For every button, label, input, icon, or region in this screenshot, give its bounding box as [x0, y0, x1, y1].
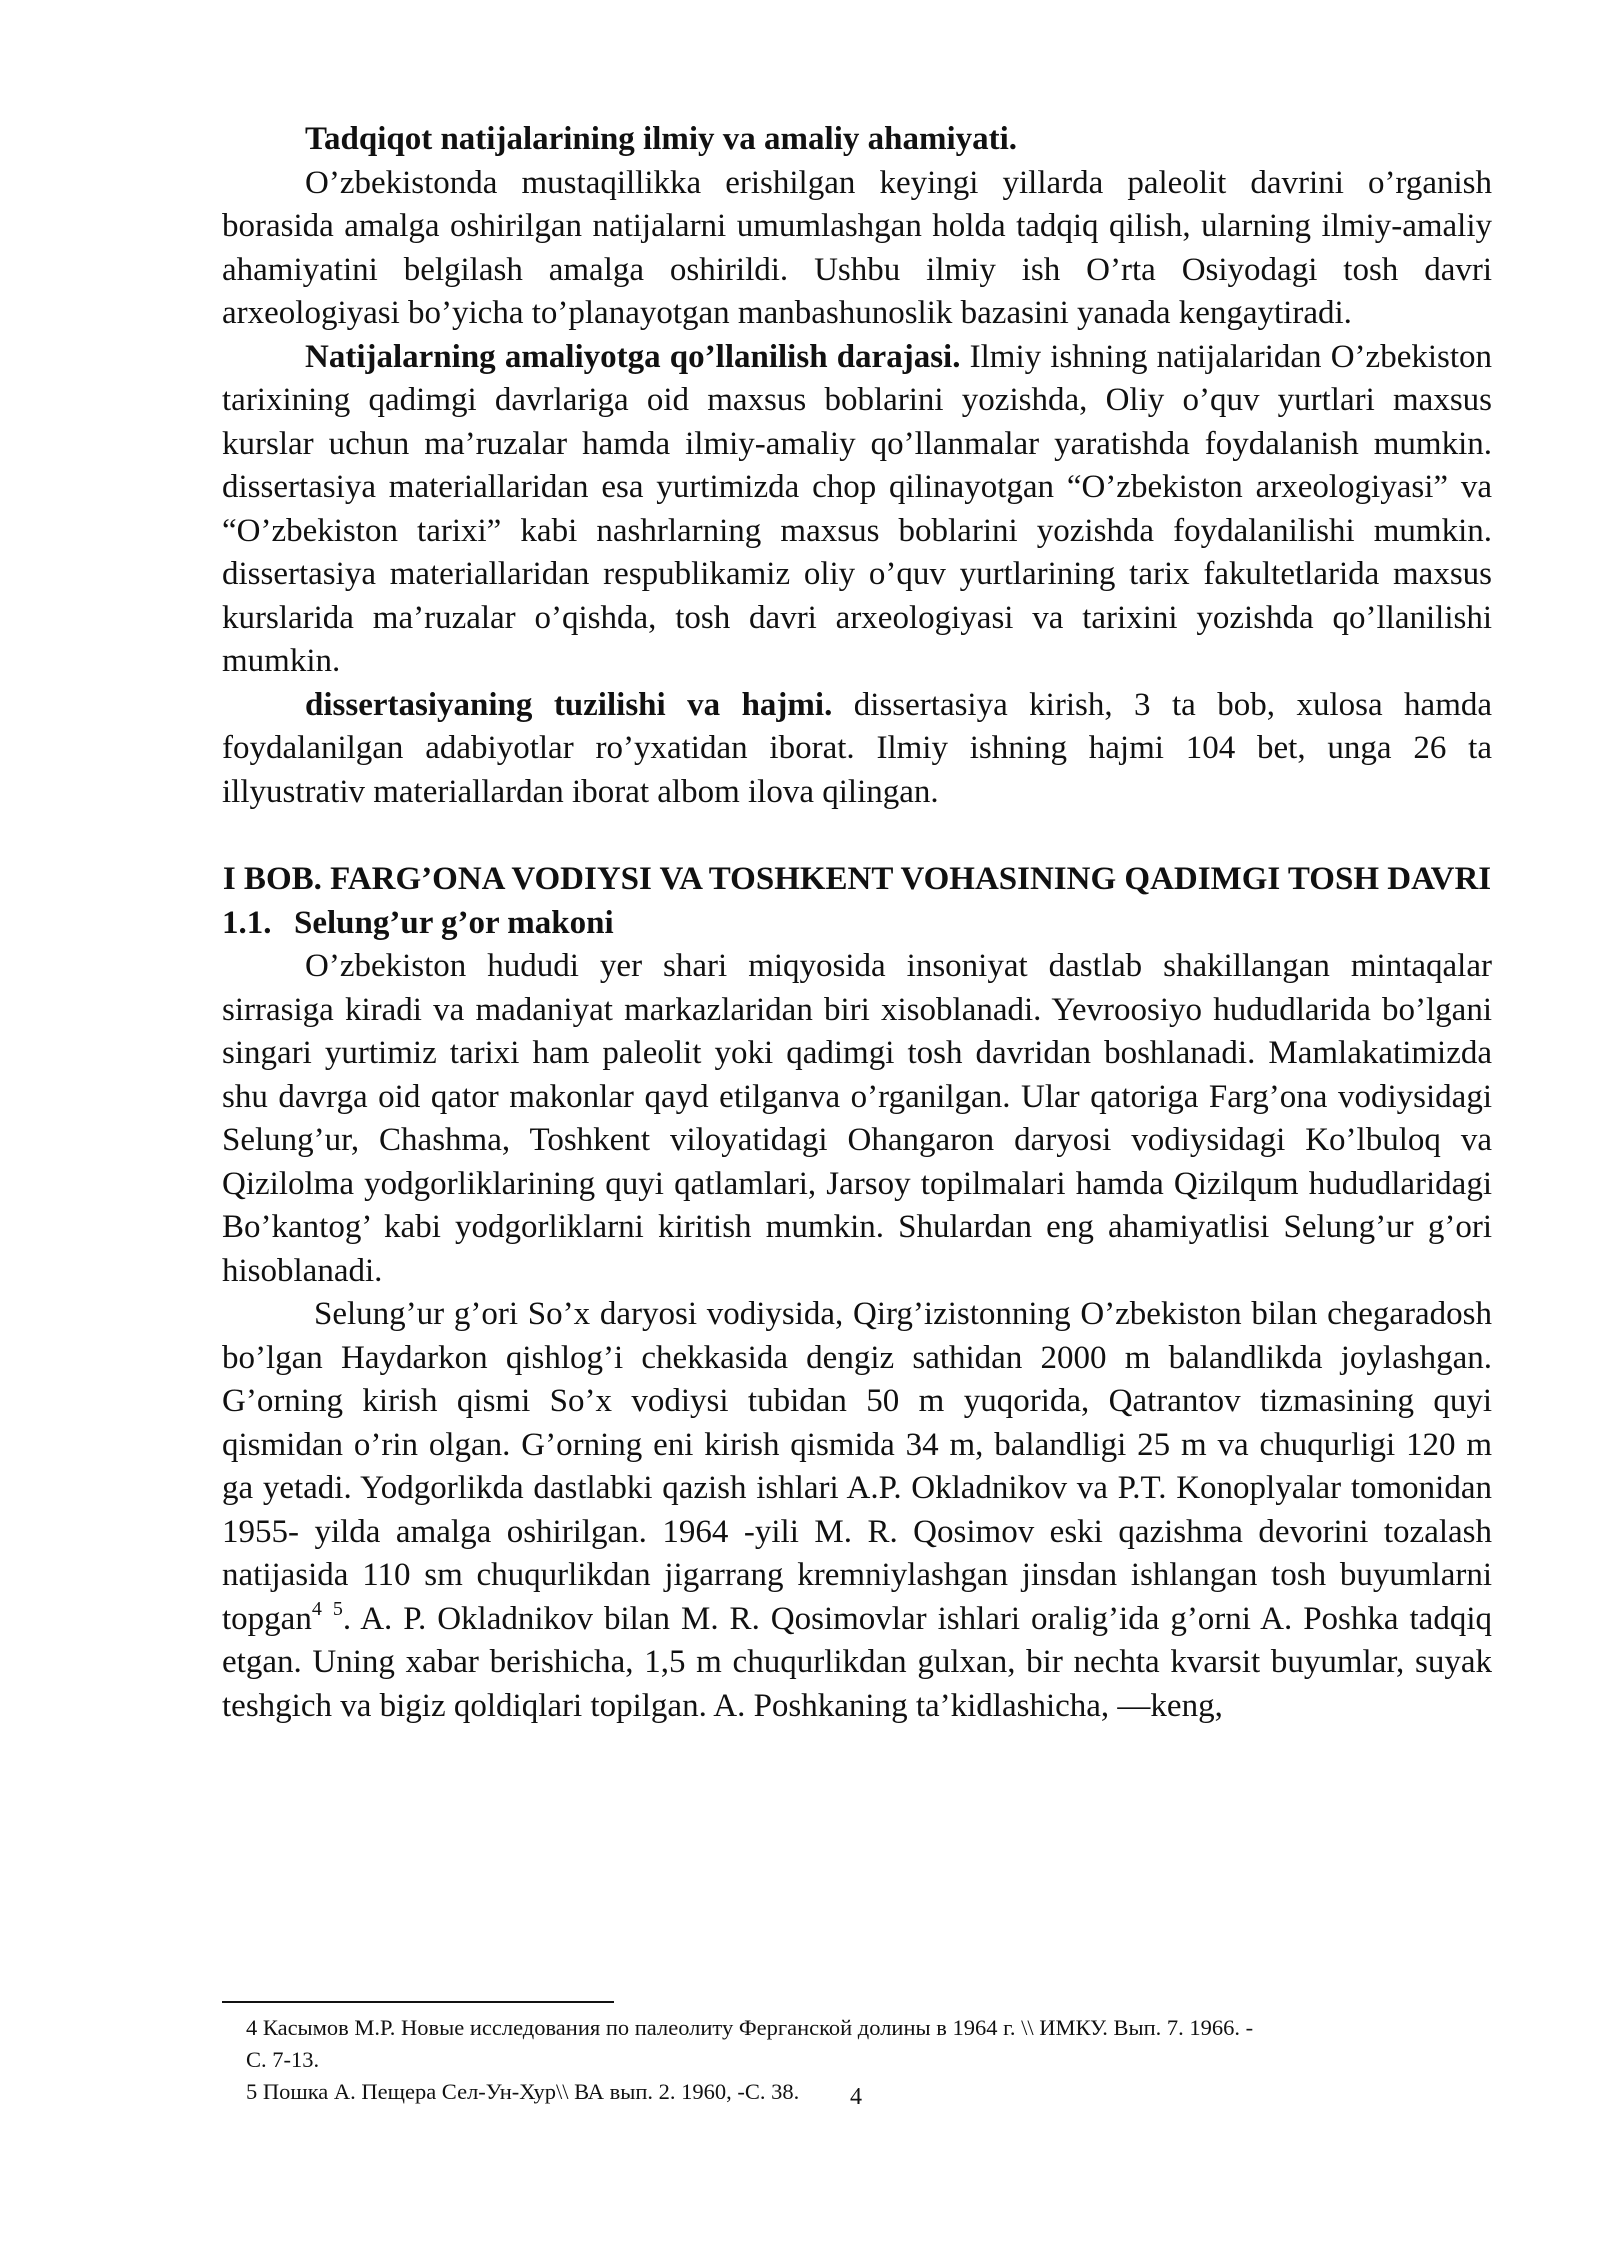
- paragraph-2-text: Selung’ur g’ori So’x daryosi vodiysida, Qirg’izistonning O’zbekiston bilan chegaradosh bo’lgan Haydarkon qishlog’i chekkasida dengiz sathidan 2000 m balandlikda joylashgan. G’orning kirish qismi So’x vodiysi tubidan 50 m yuqorida, Qatrantov tizmasining quyi qismidan o’rin olgan. G’orning eni kirish qismida 34 m, balandligi 25 m va chuqurligi 120 m ga yetadi. Yodgorlikda dastlabki qazish ishlari A.P. Okladnikov va P.T. Konoplyalar tomonidan 1955- yilda amalga oshirilgan. 1964 -yili M. R. Qosimov eski qazishma devorini tozalash natijasida 110 sm chuqurlikdan jigarrang kremniylashgan jinsdan ishlangan tosh buyumlarni topgan: [222, 1296, 1492, 1637]
- body-paragraph-2: [222, 1293, 1492, 1728]
- footnote-4-line2: С. 7-13.: [246, 2047, 320, 2072]
- structure-paragraph: [222, 684, 1492, 815]
- paragraph-2-continuation: . A. P. Okladnikov bilan M. R. Qosimovlar ishlari oralig’ida g’orni A. Poshka tadqiq etgan. Uning xabar berishicha, 1,5 m chuqurlikdan gulxan, bir nechta kvarsit buyumlar, suyak teshgich va bigiz qoldiqlari topilgan. A. Poshkaning ta’kidlashicha, —keng,: [222, 1600, 1492, 1724]
- page-number: 4: [850, 2084, 862, 2110]
- subsection-title: Selung’ur g’or makoni: [294, 904, 614, 941]
- structure-text: dissertasiya kirish, 3 ta bob, xulosa hamda foydalanilgan adabiyotlar ro’yxatidan iborat. Ilmiy ishning hajmi 104 bet, unga 26 ta illyustrativ materiallardan iborat albom ilova qilingan.: [222, 686, 1493, 810]
- footnote-divider: [222, 2001, 614, 2003]
- document-page: [222, 118, 1492, 1728]
- footnote-ref-5[interactable]: 5: [332, 1597, 343, 1620]
- significance-title: Tadqiqot natijalarining ilmiy va amaliy ahamiyati.: [305, 121, 1018, 157]
- application-text: Ilmiy ishning natijalaridan O’zbekiston tarixining qadimgi davrlariga oid maxsus boblarini yozishda, Oliy o’quv yurtlari maxsus kurslar uchun ma’ruzalar hamda ilmiy-amaliy qo’llanmalar yaratishda foydalanish mumkin. dissertasiya materiallaridan esa yurtimizda chop qilinayotgan “O’zbekiston arxeologiyasi” va “O’zbekiston tarixi” kabi nashrlarning maxsus boblarini yozishda foydalanilishi mumkin. dissertasiya materiallaridan respublikamiz oliy o’quv yurtlarining tarix fakultetlarida maxsus kurslarida ma’ruzalar o’qishda, tosh davri arxeologiyasi va tarixini yozishda qo’llanilishi mumkin.: [222, 338, 1493, 679]
- application-paragraph: [222, 336, 1492, 684]
- significance-paragraph: [222, 118, 1492, 162]
- chapter-heading: I BOB. FARG’ONA VODIYSI VA TOSHKENT VOHASINING QADIMGI TOSH DAVRI: [222, 861, 1492, 897]
- footnote-5-line1: 5 Пошка А. Пещера Сел-Ун-Хур\\ ВА вып. 2. 1960, -С. 38.: [246, 2079, 800, 2104]
- application-title: Natijalarning amaliyotga qo’llanilish darajasi.: [305, 338, 961, 375]
- footnote-4-line1: 4 Касымов М.Р. Новые исследования по палеолиту Ферганской долины в 1964 г. \\ ИМКУ. Вып. 7. 1966. -: [246, 2015, 1254, 2040]
- body-paragraph-1: O’zbekiston hududi yer shari miqyosida insoniyat dastlab shakillangan mintaqalar sirrasiga kiradi va madaniyat markazlaridan biri xisoblanadi. Yevroosiyo hududlarida bo’lgani singari yurtimiz tarixi ham paleolit yoki qadimgi tosh davridan boshlanadi. Mamlakatimizda shu davrga oid qator makonlar qayd etilganva o’rganilgan. Ular qatoriga Farg’ona vodiysidagi Selung’ur, Chashma, Toshkent viloyatidagi Ohangaron daryosi vodiysidagi Ko’lbuloq va Qizilolma yodgorliklarining quyi qatlamlari, Jarsoy topilmalari hamda Qizilqum hududlaridagi Bo’kantog’ kabi yodgorliklarni kiritish mumkin. Shulardan eng ahamiyatlisi Selung’ur g’ori hisoblanadi.: [222, 948, 1492, 1289]
- structure-title: dissertasiyaning tuzilishi va hajmi.: [305, 686, 833, 723]
- subsection-number: 1.1.: [222, 904, 272, 941]
- footnote-ref-4[interactable]: 4: [311, 1597, 322, 1620]
- significance-text: O’zbekistonda mustaqillikka erishilgan keyingi yillarda paleolit davrini o’rganish borasida amalga oshirilgan natijalarni umumlashgan holda tadqiq qilish, ularning ilmiy-amaliy ahamiyatini belgilash amalga oshirildi. Ushbu ilmiy ish O’rta Osiyodagi tosh davri arxeologiyasi bo’yicha to’planayotgan manbashunoslik bazasini yanada kengaytiradi.: [222, 164, 1492, 331]
- footnote-4: [246, 2012, 1476, 2076]
- subsection-heading: [222, 902, 1492, 946]
